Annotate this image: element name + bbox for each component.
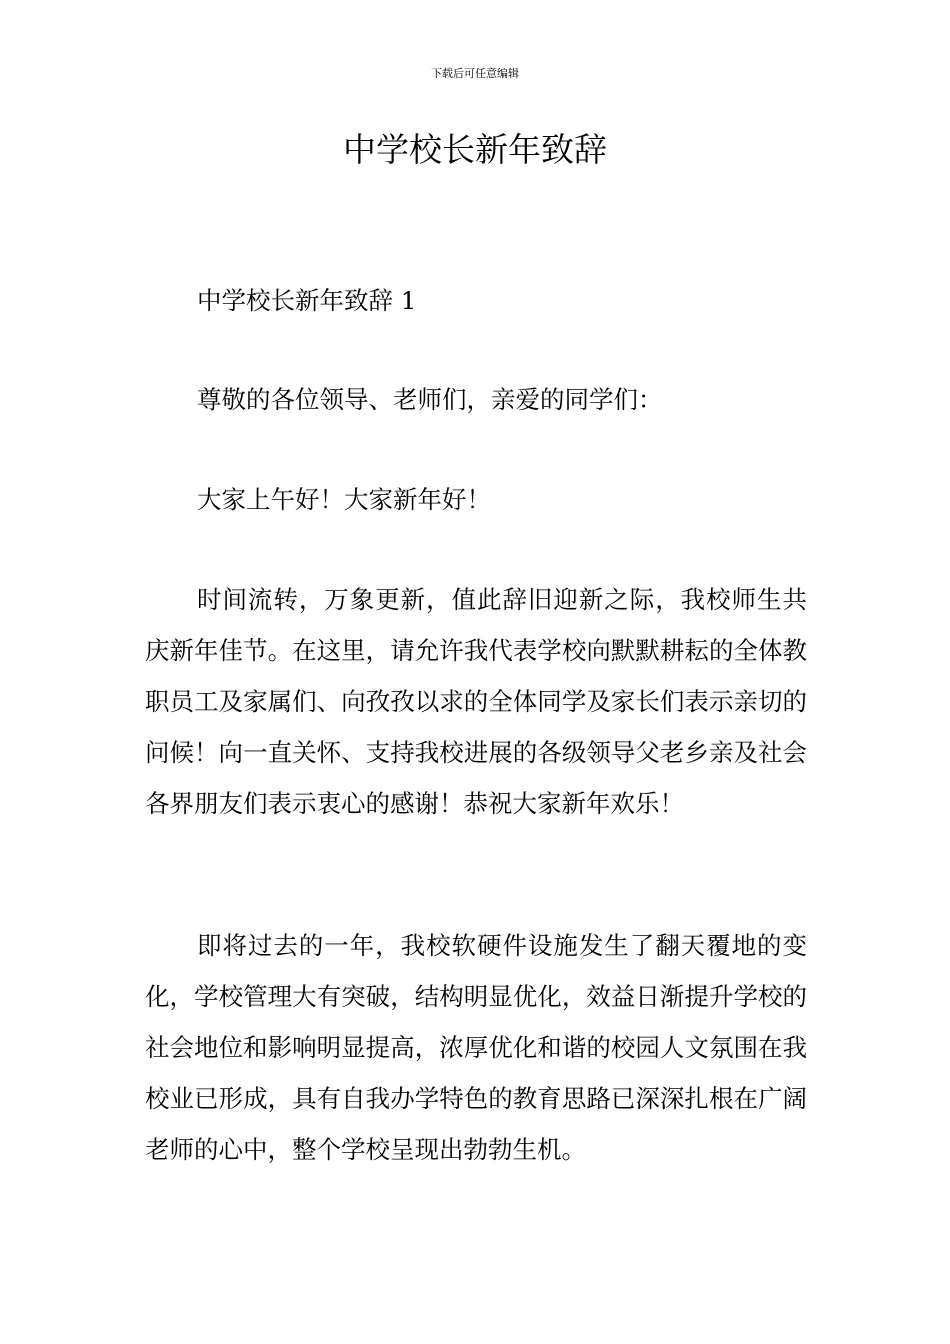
body-paragraph-1: 时间流转，万象更新，值此辞旧迎新之际，我校师生共庆新年佳节。在这里，请允许我代表学校向默默耕耘的全体教职员工及家属们、向孜孜以求的全体同学及家长们表示亲切的问候！向一直关怀、支持我校进展的各级领导父老乡亲及社会各界朋友们表示衷心的感谢！恭祝大家新年欢乐！ — [145, 585, 807, 818]
section-subtitle: 中学校长新年致辞 1 — [197, 286, 417, 315]
body-paragraph-2: 即将过去的一年，我校软硬件设施发生了翻天覆地的变化，学校管理大有突破，结构明显优化，效益日渐提升学校的社会地位和影响明显提高，浓厚优化和谐的校园人文氛围在我校业已形成，具有自我办学特色的教育思路已深深扎根在广阔老师的心中，整个学校呈现出勃勃生机。 — [145, 931, 807, 1164]
salutation-paragraph: 尊敬的各位领导、老师们，亲爱的同学们： — [197, 385, 663, 414]
document-title: 中学校长新年致辞 — [343, 130, 607, 169]
greeting-paragraph: 大家上午好！大家新年好！ — [197, 485, 491, 514]
header-note: 下载后可任意编辑 — [431, 67, 519, 80]
